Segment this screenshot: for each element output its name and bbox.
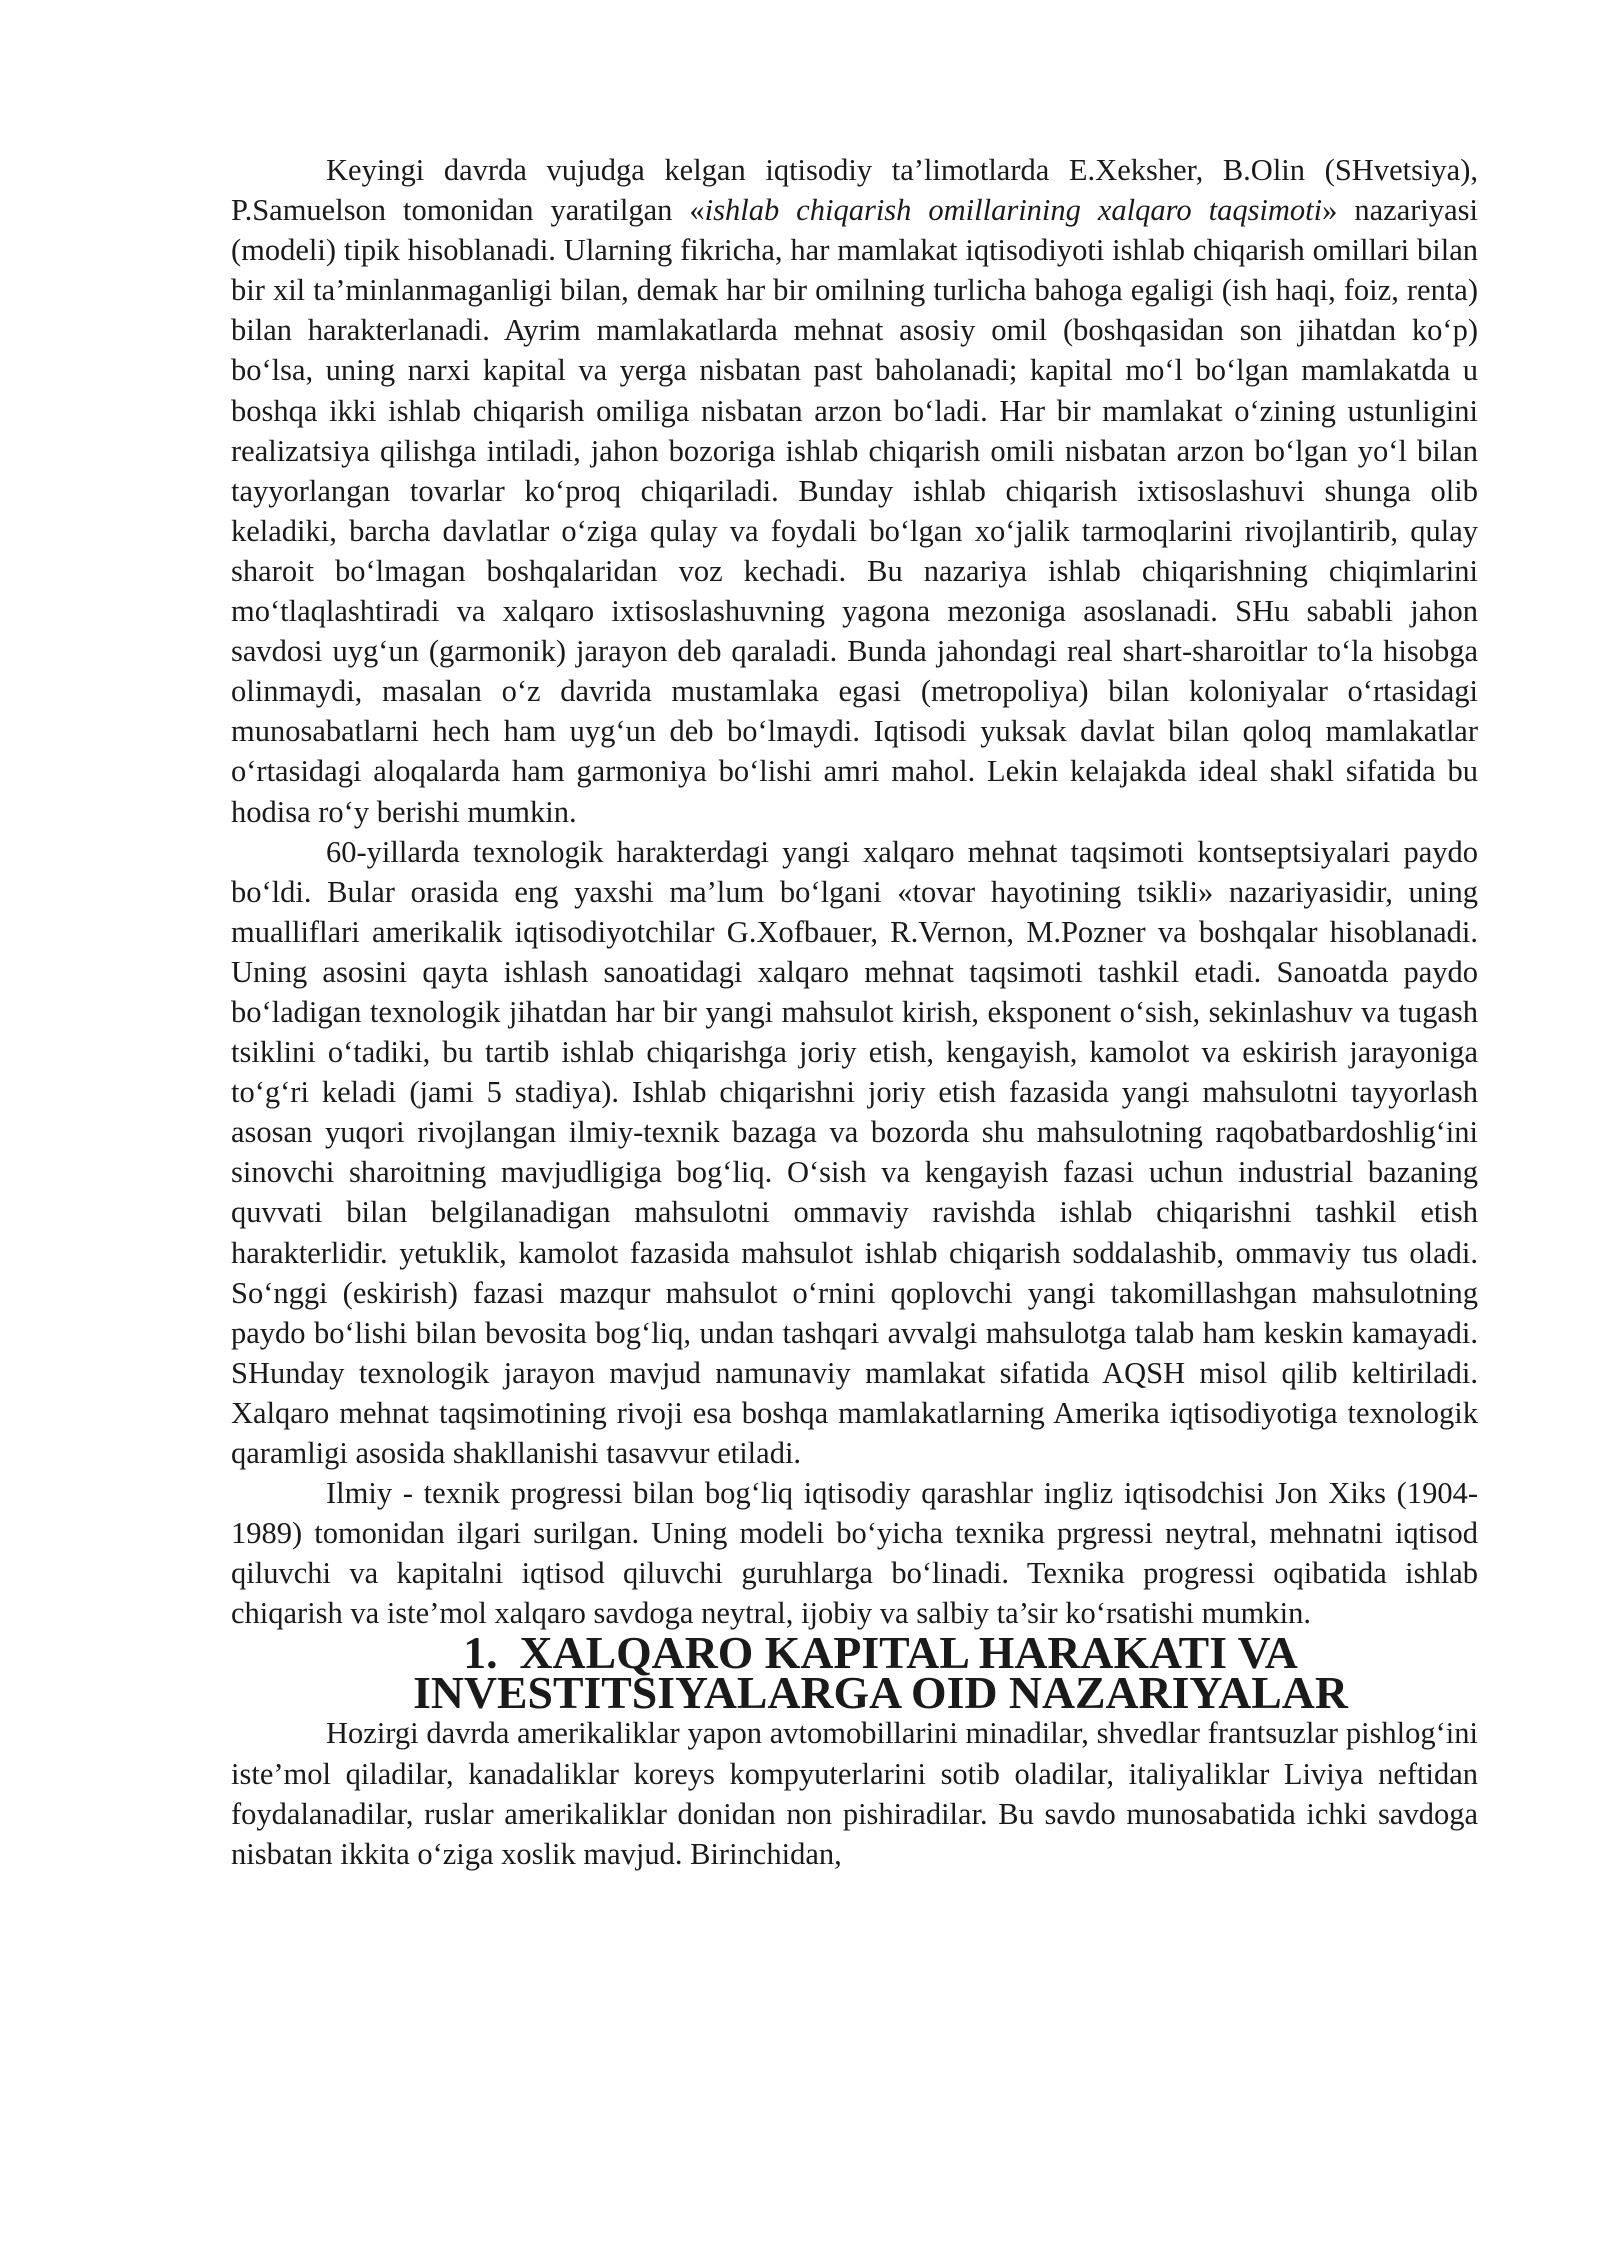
section-heading — [231, 1627, 1478, 1719]
italic-term: ishlab chiqarish omillarining xalqaro taqsimoti — [704, 193, 1323, 228]
paragraph-international-trade-intro: Hozirgi davrda amerikaliklar yapon avtomobillarini minadilar, shvedlar frantsuzlar pishlog‘ini iste’mol qiladilar, kanadaliklar koreys kompyuterlarini sotib oladilar, italiyaliklar Liviya neftidan foydalanadilar, ruslar amerikaliklar donidan non pishiradilar. Bu savdo munosabatida ichki savdoga nisbatan ikkita o‘ziga xoslik mavjud. Birinchidan, — [231, 1716, 1478, 1871]
paragraph-product-life-cycle: 60-yillarda texnologik harakterdagi yangi xalqaro mehnat taqsimoti kontseptsiyalari paydo bo‘ldi. Bular orasida eng yaxshi ma’lum bo‘lgani «tovar hayotining tsikli» nazariyasidir, uning mualliflari amerikalik iqtisodiyotchilar G.Xofbauer, R.Vernon, M.Pozner va boshqalar hisoblanadi. Uning asosini qayta ishlash sanoatidagi xalqaro mehnat taqsimoti tashkil etadi. Sanoatda paydo bo‘ladigan texnologik jihatdan har bir yangi mahsulot kirish, eksponent o‘sish, sekinlashuv va tugash tsiklini o‘tadiki, bu tartib ishlab chiqarishga joriy etish, kengayish, kamolot va eskirish jarayoniga to‘g‘ri keladi (jami 5 stadiya). Ishlab chiqarishni joriy etish fazasida yangi mahsulotni tayyorlash asosan yuqori rivojlangan ilmiy-texnik bazaga va bozorda shu mahsulotning raqobatbardoshlig‘ini sinovchi sharoitning mavjudligiga bog‘liq. O‘sish va kengayish fazasi uchun industrial bazaning quvvati bilan belgilanadigan mahsulotni ommaviy ravishda ishlab chiqarishni tashkil etish harakterlidir. yetuklik, kamolot fazasida mahsulot ishlab chiqarish soddalashib, ommaviy tus oladi. So‘nggi (eskirish) fazasi mazqur mahsulot o‘rnini qoplovchi yangi takomillashgan mahsulotning paydo bo‘lishi bilan bevosita bog‘liq, undan tashqari avvalgi mahsulotga talab ham keskin kamayadi. SHunday texnologik jarayon mavjud namunaviy mamlakat sifatida AQSH misol qilib keltiriladi. Xalqaro mehnat taqsimotining rivoji esa boshqa mamlakatlarning Amerika iqtisodiyotiga texnologik qaramligi asosida shakllanishi tasavvur etiladi. — [231, 834, 1478, 1470]
paragraph-technical-progress: Ilmiy - texnik progressi bilan bog‘liq iqtisodiy qarashlar ingliz iqtisodchisi Jon Xiks (1904-1989) tomonidan ilgari surilgan. Uning modeli bo‘yicha texnika prgressi neytral, mehnatni iqtisod qiluvchi va kapitalni iqtisod qiluvchi guruhlarga bo‘linadi. Texnika progressi oqibatida ishlab chiqarish va iste’mol xalqaro savdoga neytral, ijobiy va salbiy ta’sir ko‘rsatishi mumkin. — [231, 1476, 1478, 1631]
section-title: XALQARO KAPITAL HARAKATI VA INVESTITSIYALARGA OID NAZARIYALAR — [413, 1627, 1348, 1719]
document-page — [231, 150, 1478, 1874]
paragraph-text: Keyingi davrda vujudga kelgan iqtisodiy ta’limotlarda E.Xeksher, B.Olin (SHvetsiya), P.Samuelson tomonidan yaratilgan « — [231, 153, 1478, 228]
section-number: 1. — [463, 1627, 498, 1679]
paragraph-text: » nazariyasi (modeli) tipik hisoblanadi. Ularning fikricha, har mamlakat iqtisodiyoti ishlab chiqarish omillari bilan bir xil ta’minlanmaganligi bilan, demak har bir omilning turlicha bahoga egaligi (ish haqi, foiz, renta) bilan harakterlanadi. Ayrim mamlakatlarda mehnat asosiy omil (boshqasidan son jihatdan ko‘p) bo‘lsa, uning narxi kapital va yerga nisbatan past baholanadi; kapital mo‘l bo‘lgan mamlakatda u boshqa ikki ishlab chiqarish omiliga nisbatan arzon bo‘ladi. Har bir mamlakat o‘zining ustunligini realizatsiya qilishga intiladi, jahon bozoriga ishlab chiqarish omili nisbatan arzon bo‘lgan yo‘l bilan tayyorlangan tovarlar ko‘proq chiqariladi. Bunday ishlab chiqarish ixtisoslashuvi shunga olib keladiki, barcha davlatlar o‘ziga qulay va foydali bo‘lgan xo‘jalik tarmoqlarini rivojlantirib, qulay sharoit bo‘lmagan boshqalaridan voz kechadi. Bu nazariya ishlab chiqarishning chiqimlarini mo‘tlaqlashtiradi va xalqaro ixtisoslashuvning yagona mezoniga asoslanadi. SHu sababli jahon savdosi uyg‘un (garmonik) jarayon deb qaraladi. Bunda jahondagi real shart-sharoitlar to‘la hisobga olinmaydi, masalan o‘z davrida mustamlaka egasi (metropoliya) bilan koloniyalar o‘rtasidagi munosabatlarni hech ham uyg‘un deb bo‘lmaydi. Iqtisodi yuksak davlat bilan qoloq mamlakatlar o‘rtasidagi aloqalarda ham garmoniya bo‘lishi amri mahol. Lekin kelajakda ideal shakl sifatida bu hodisa ro‘y berishi mumkin. — [231, 193, 1478, 829]
paragraph-factor-distribution-theory — [231, 150, 1478, 832]
